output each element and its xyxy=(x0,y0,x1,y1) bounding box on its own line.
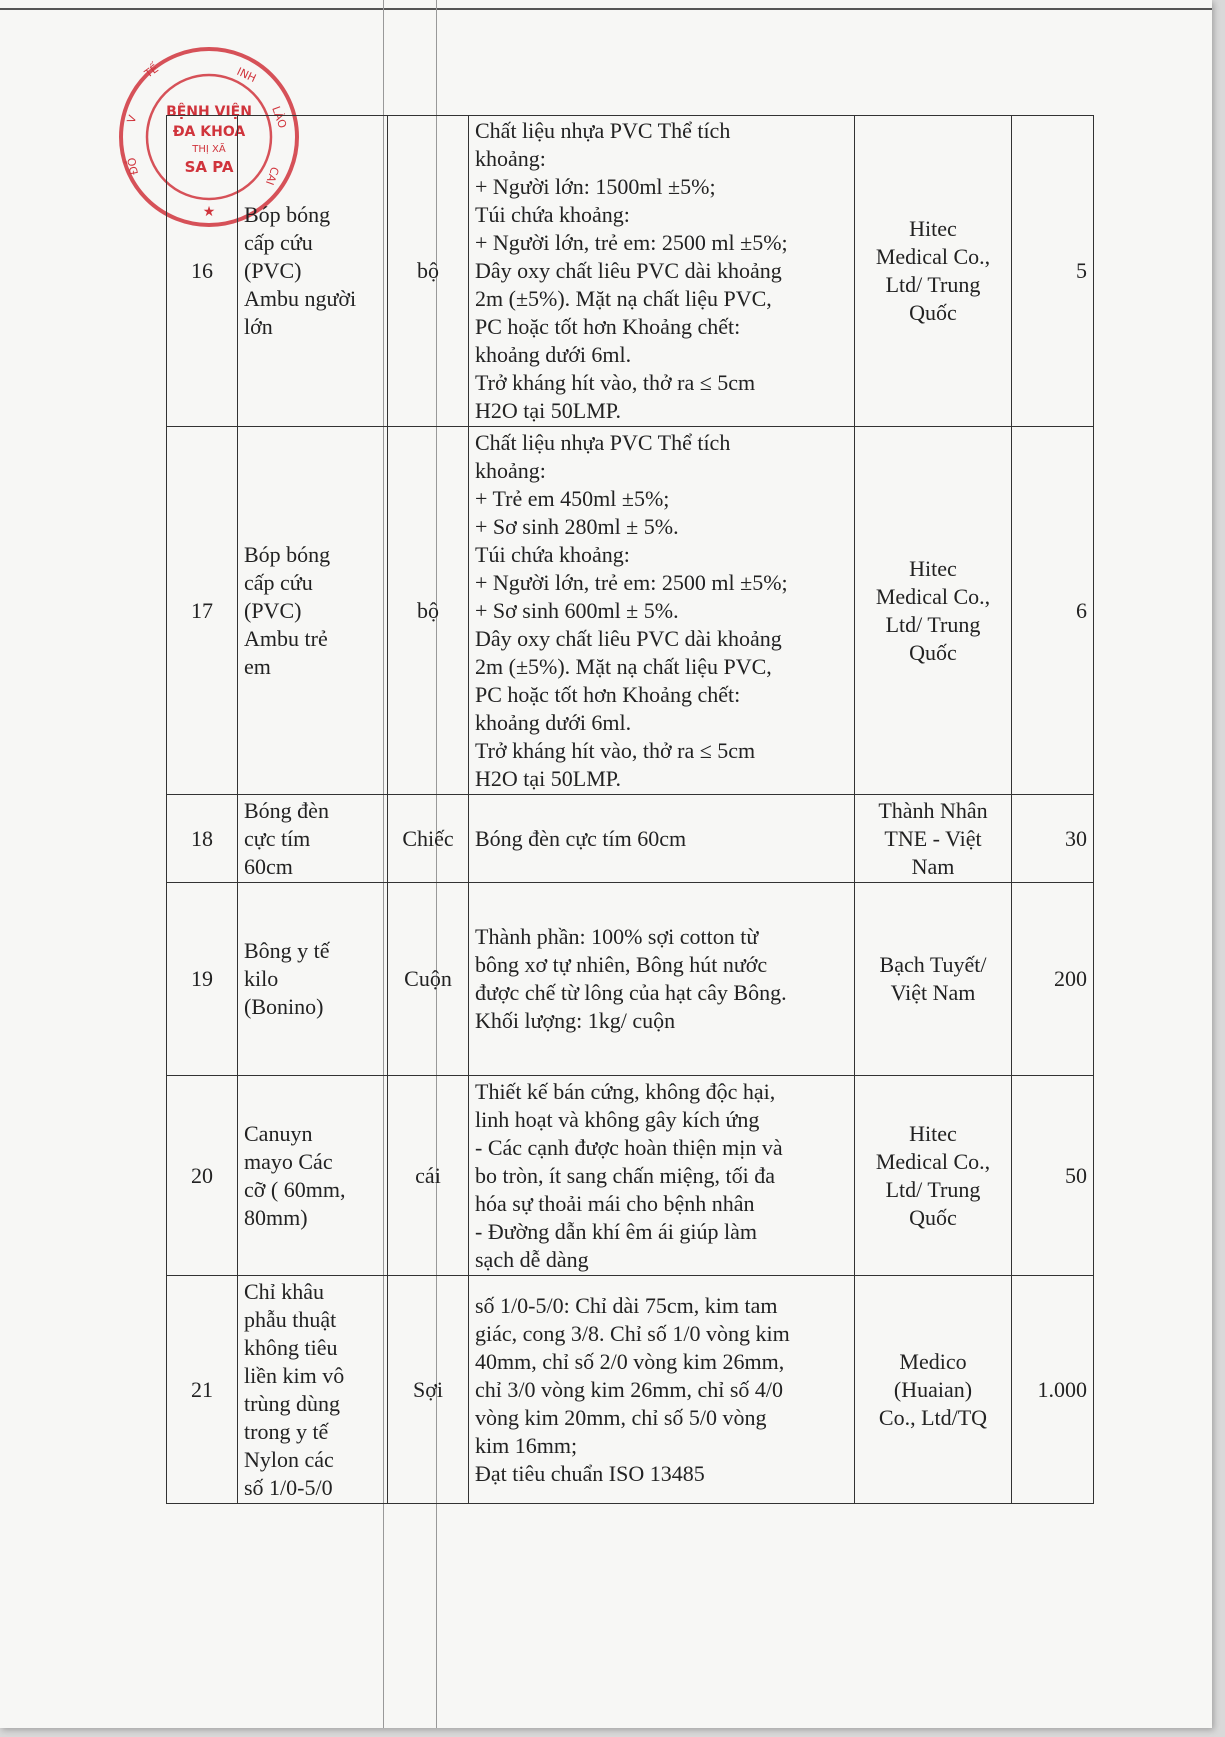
svg-text:CAI: CAI xyxy=(262,164,282,187)
spec-line: hóa sự thoải mái cho bệnh nhân xyxy=(475,1190,755,1216)
name-line: 80mm) xyxy=(244,1204,308,1230)
maker-line: Medical Co., xyxy=(875,1148,991,1174)
svg-text:TẾ: TẾ xyxy=(142,61,161,81)
item-name-cell xyxy=(238,116,388,427)
maker-line: Medical Co., xyxy=(875,244,991,269)
spec-line: khoảng: xyxy=(475,146,546,171)
manufacturer-cell xyxy=(855,883,1012,1076)
svg-text:ĐỒ: ĐỒ xyxy=(125,156,141,176)
name-line: cỡ ( 60mm, xyxy=(244,1176,346,1202)
item-name-cell xyxy=(238,795,388,883)
name-line: phẫu thuật xyxy=(244,1306,337,1332)
spec-line: kim 16mm; xyxy=(475,1432,578,1458)
unit-cell: Cuộn xyxy=(388,883,469,1076)
spec-line: khoảng dưới 6ml. xyxy=(475,342,632,367)
maker-line: Hitec xyxy=(909,555,957,581)
spec-line: + Trẻ em 450ml ±5%; xyxy=(475,485,670,511)
spec-line: + Người lớn, trẻ em: 2500 ml ±5%; xyxy=(475,230,788,255)
maker-line: Ltd/ Trung xyxy=(885,272,981,297)
spec-line: khoảng dưới 6ml. xyxy=(475,709,632,735)
item-name-cell xyxy=(238,1276,388,1504)
spec-line: + Sơ sinh 600ml ± 5%. xyxy=(475,597,679,623)
manufacturer-cell xyxy=(855,427,1012,795)
name-line: kilo xyxy=(244,966,279,991)
spec-line: - Đường dẫn khí êm ái giúp làm xyxy=(475,1218,758,1244)
specification-cell xyxy=(469,116,855,427)
name-line: (Bonino) xyxy=(244,994,324,1019)
unit-cell: Chiếc xyxy=(388,795,469,883)
specification-cell xyxy=(469,883,855,1076)
maker-line: Ltd/ Trung xyxy=(885,1176,981,1202)
spec-line: Dây oxy chất liêu PVC dài khoảng xyxy=(475,625,782,651)
spec-line: Thiết kế bán cứng, không độc hại, xyxy=(475,1078,776,1104)
name-line: em xyxy=(244,653,271,679)
name-line: Bóp bóng xyxy=(244,202,331,227)
svg-text:THỊ XÃ: THỊ XÃ xyxy=(192,144,226,155)
name-line: lớn xyxy=(244,314,273,339)
spec-line: + Người lớn, trẻ em: 2500 ml ±5%; xyxy=(475,569,788,595)
spec-line: Chất liệu nhựa PVC Thể tích xyxy=(475,118,731,143)
name-line: cấp cứu xyxy=(244,230,313,255)
item-name-cell xyxy=(238,1076,388,1276)
top-border-line xyxy=(0,8,1212,10)
maker-line: Thành Nhân xyxy=(878,797,988,823)
spec-line: 2m (±5%). Mặt nạ chất liệu PVC, xyxy=(475,653,772,679)
manufacturer-cell xyxy=(855,1076,1012,1276)
svg-text:ĐA KHOA: ĐA KHOA xyxy=(172,124,246,140)
name-line: Chỉ khâu xyxy=(244,1278,325,1304)
specification-cell xyxy=(469,1276,855,1504)
spec-line: linh hoạt và không gây kích ứng xyxy=(475,1106,760,1132)
table-row xyxy=(167,427,1094,795)
maker-line: Ltd/ Trung xyxy=(885,611,981,637)
svg-text:LÀO: LÀO xyxy=(269,104,290,131)
name-line: Bóng đèn xyxy=(244,797,329,823)
spec-line: giác, cong 3/8. Chỉ số 1/0 vòng kim xyxy=(475,1320,790,1346)
specification-cell xyxy=(469,427,855,795)
spec-line: Dây oxy chất liêu PVC dài khoảng xyxy=(475,258,782,283)
table-row xyxy=(167,1076,1094,1276)
table-row xyxy=(167,795,1094,883)
quantity-cell: 1.000 xyxy=(1012,1276,1094,1504)
spec-line: H2O tại 50LMP. xyxy=(475,398,622,423)
name-line: mayo Các xyxy=(244,1148,333,1174)
spec-line: Túi chứa khoảng: xyxy=(475,202,630,227)
row-number-cell: 16 xyxy=(167,116,238,427)
svg-text:INH: INH xyxy=(234,64,259,86)
row-number-cell: 21 xyxy=(167,1276,238,1504)
spec-line: PC hoặc tốt hơn Khoảng chết: xyxy=(475,681,741,707)
spec-line: + Sơ sinh 280ml ± 5%. xyxy=(475,513,679,539)
name-line: (PVC) xyxy=(244,597,302,623)
spec-line: bông xơ tự nhiên, Bông hút nước xyxy=(475,952,768,977)
spec-line: Thành phần: 100% sợi cotton từ xyxy=(475,924,759,949)
spec-line: Bóng đèn cực tím 60cm xyxy=(475,825,687,851)
quantity-cell: 5 xyxy=(1012,116,1094,427)
svg-text:SA PA: SA PA xyxy=(184,158,234,176)
name-line: liền kim vô xyxy=(244,1362,345,1388)
table-row xyxy=(167,116,1094,427)
spec-line: Trở kháng hít vào, thở ra ≤ 5cm xyxy=(475,737,756,763)
supply-table xyxy=(166,115,1094,1504)
spec-line: số 1/0-5/0: Chỉ dài 75cm, kim tam xyxy=(475,1292,778,1318)
quantity-cell: 50 xyxy=(1012,1076,1094,1276)
spec-line: 40mm, chỉ số 2/0 vòng kim 26mm, xyxy=(475,1348,785,1374)
name-line: cấp cứu xyxy=(244,569,313,595)
maker-line: Hitec xyxy=(909,1120,957,1146)
name-line: số 1/0-5/0 xyxy=(244,1474,333,1500)
quantity-cell: 30 xyxy=(1012,795,1094,883)
name-line: Bông y tế xyxy=(244,938,330,963)
manufacturer-cell xyxy=(855,1276,1012,1504)
specification-cell xyxy=(469,1076,855,1276)
svg-text:★: ★ xyxy=(202,204,216,220)
spec-line: Đạt tiêu chuẩn ISO 13485 xyxy=(475,1460,705,1486)
unit-cell: cái xyxy=(388,1076,469,1276)
item-name-cell xyxy=(238,883,388,1076)
unit-cell: Sợi xyxy=(388,1276,469,1504)
svg-text:V: V xyxy=(124,113,140,126)
maker-line: Hitec xyxy=(909,216,957,241)
maker-line: Quốc xyxy=(909,1204,957,1230)
name-line: Bóp bóng xyxy=(244,541,331,567)
maker-line: (Huaian) xyxy=(893,1376,973,1402)
spec-line: + Người lớn: 1500ml ±5%; xyxy=(475,174,716,199)
name-line: trùng dùng xyxy=(244,1390,340,1416)
spec-line: bo tròn, ít sang chấn miệng, tối đa xyxy=(475,1162,775,1188)
name-line: cực tím xyxy=(244,825,311,851)
spec-line: sạch dễ dàng xyxy=(475,1246,589,1272)
maker-line: Medico xyxy=(899,1348,967,1374)
quantity-cell: 6 xyxy=(1012,427,1094,795)
maker-line: Co., Ltd/TQ xyxy=(878,1404,988,1430)
name-line: Canuyn xyxy=(244,1120,313,1146)
specification-cell xyxy=(469,795,855,883)
maker-line: Medical Co., xyxy=(875,583,991,609)
spec-line: Chất liệu nhựa PVC Thể tích xyxy=(475,429,731,455)
maker-line: Quốc xyxy=(909,300,957,325)
name-line: trong y tế xyxy=(244,1418,329,1444)
row-number-cell: 20 xyxy=(167,1076,238,1276)
table-row xyxy=(167,1276,1094,1504)
maker-line: Nam xyxy=(911,853,955,879)
row-number-cell: 18 xyxy=(167,795,238,883)
spec-line: vòng kim 20mm, chỉ số 5/0 vòng xyxy=(475,1404,767,1430)
maker-line: Việt Nam xyxy=(890,980,976,1005)
spec-line: Khối lượng: 1kg/ cuộn xyxy=(475,1008,676,1033)
row-number-cell: 17 xyxy=(167,427,238,795)
name-line: Nylon các xyxy=(244,1446,334,1472)
spec-line: 2m (±5%). Mặt nạ chất liệu PVC, xyxy=(475,286,772,311)
name-line: (PVC) xyxy=(244,258,302,283)
maker-line: TNE - Việt xyxy=(884,825,982,851)
manufacturer-cell xyxy=(855,116,1012,427)
maker-line: Bạch Tuyết/ xyxy=(879,952,987,977)
name-line: 60cm xyxy=(244,853,293,879)
spec-line: khoảng: xyxy=(475,457,546,483)
name-line: Ambu trẻ xyxy=(244,625,328,651)
spec-line: PC hoặc tốt hơn Khoảng chết: xyxy=(475,314,741,339)
unit-cell: bộ xyxy=(388,427,469,795)
spec-line: Túi chứa khoảng: xyxy=(475,541,630,567)
unit-cell: bộ xyxy=(388,116,469,427)
quantity-cell: 200 xyxy=(1012,883,1094,1076)
table-row xyxy=(167,883,1094,1076)
spec-line: - Các cạnh được hoàn thiện mịn và xyxy=(475,1134,783,1160)
row-number-cell: 19 xyxy=(167,883,238,1076)
spec-line: H2O tại 50LMP. xyxy=(475,765,622,791)
spec-line: được chế từ lông của hạt cây Bông. xyxy=(475,980,787,1005)
svg-text:BỆNH VIỆN: BỆNH VIỆN xyxy=(166,104,252,120)
spec-line: chỉ 3/0 vòng kim 26mm, chỉ số 4/0 xyxy=(475,1376,783,1402)
item-name-cell xyxy=(238,427,388,795)
table-body xyxy=(167,116,1094,1504)
manufacturer-cell xyxy=(855,795,1012,883)
name-line: Ambu người xyxy=(244,286,357,311)
maker-line: Quốc xyxy=(909,639,957,665)
spec-line: Trở kháng hít vào, thở ra ≤ 5cm xyxy=(475,370,756,395)
name-line: không tiêu xyxy=(244,1334,338,1360)
